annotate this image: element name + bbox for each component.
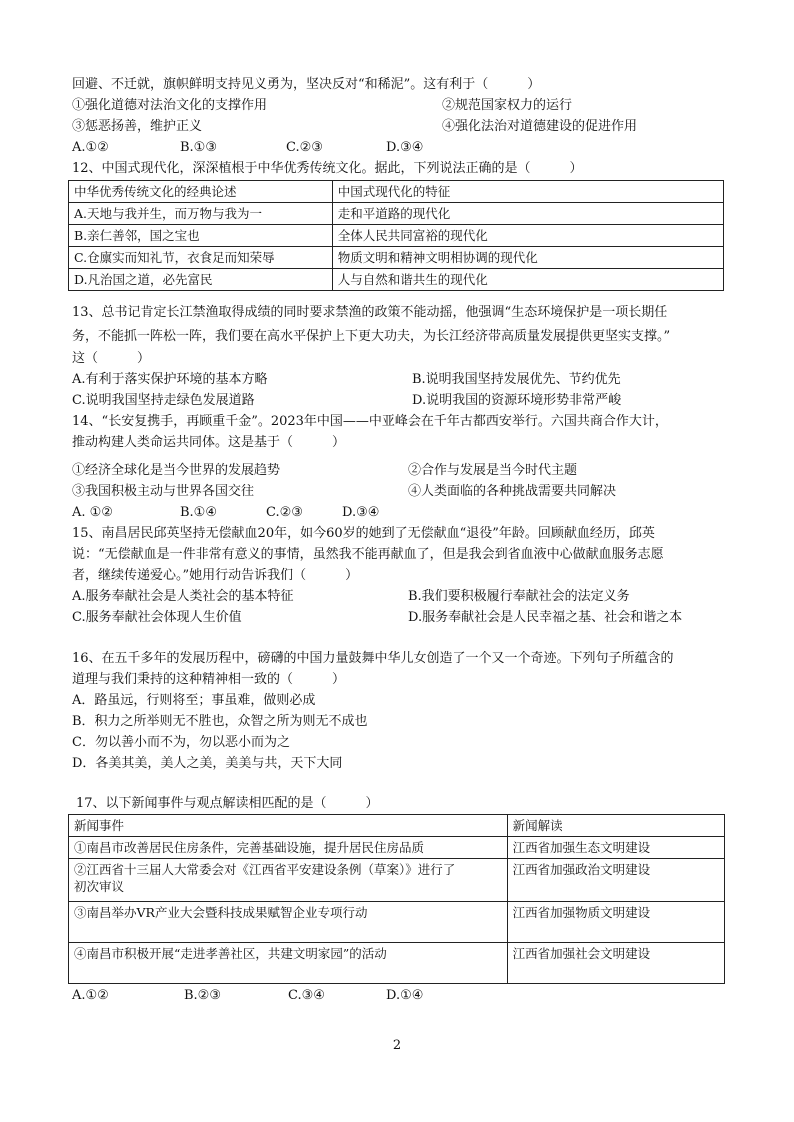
q14-statement-4: ④人类面临的各种挑战需要共同解决 xyxy=(408,484,617,499)
q14-statement-1: ①经济全球化是当今世界的发展趋势 xyxy=(72,463,281,478)
q14-statement-2: ②合作与发展是当今时代主题 xyxy=(408,463,578,478)
q14-option-c: C.②③ xyxy=(266,505,303,520)
q15-option-d: D.服务奉献社会是人民幸福之基、社会和谐之本 xyxy=(408,610,683,625)
table-cell: 江西省加强政治文明建设 xyxy=(507,859,724,902)
page-number: 2 xyxy=(392,1038,402,1053)
q16-stem-line-1: 16、在五千多年的发展历程中，磅礴的中国力量鼓舞中华儿女创造了一个又一个奇迹。下列句子所蕴含的 xyxy=(72,651,674,666)
q14-option-b: B.①④ xyxy=(180,505,217,520)
q11-statement-2: ②规范国家权力的运行 xyxy=(442,98,573,113)
q17-stem: 17、以下新闻事件与观点解读相匹配的是（ ） xyxy=(76,796,379,811)
q13-option-d: D.说明我国的资源环境形势非常严峻 xyxy=(412,393,622,408)
q17-option-a: A.①② xyxy=(72,988,109,1003)
q15-stem-line-3: 者，继续传递爱心。”她用行动告诉我们（ ） xyxy=(72,568,359,583)
table-cell: C.仓廪实而知礼节，衣食足而知荣辱 xyxy=(69,247,333,269)
q16-option-a: A．路虽远，行则将至；事虽难，做则必成 xyxy=(72,693,316,708)
table-cell: 中国式现代化的特征 xyxy=(332,181,723,203)
table-cell: 人与自然和谐共生的现代化 xyxy=(332,269,723,291)
q16-stem-line-2: 道理与我们秉持的这种精神相一致的（ ） xyxy=(72,672,346,687)
table-cell: 物质文明和精神文明相协调的现代化 xyxy=(332,247,723,269)
table-cell: 江西省加强生态文明建设 xyxy=(507,837,724,859)
q17-option-d: D.①④ xyxy=(386,988,424,1003)
table-cell: 江西省加强社会文明建设 xyxy=(507,943,724,984)
q17-option-b: B.②③ xyxy=(184,988,221,1003)
q15-option-a: A.服务奉献社会是人类社会的基本特征 xyxy=(72,589,294,604)
q11-statement-3: ③惩恶扬善，维护正义 xyxy=(72,119,203,134)
q13-stem-line-2: 务，不能抓一阵松一阵，我们要在高水平保护上下更大功夫，为长江经济带高质量发展提供更坚实支撑。” xyxy=(72,329,671,344)
table-cell: B.亲仁善邻，国之宝也 xyxy=(69,225,333,247)
q15-option-b: B.我们要积极履行奉献社会的法定义务 xyxy=(408,589,630,604)
q11-option-a: A.①② xyxy=(72,140,109,155)
table-cell: ③南昌举办VR产业大会暨科技成果赋智企业专项行动 xyxy=(69,902,508,943)
table-cell: A.天地与我并生，而万物与我为一 xyxy=(69,203,333,225)
table-cell: 新闻事件 xyxy=(69,815,508,837)
q14-stem-line-2: 推动构建人类命运共同体。这是基于（ ） xyxy=(72,435,346,450)
q11-statement-1: ①强化道德对法治文化的支撑作用 xyxy=(72,98,268,113)
table-cell: ④南昌市积极开展“走进孝善社区，共建文明家园”的活动 xyxy=(69,943,508,984)
table-row xyxy=(69,225,724,247)
q15-stem-line-1: 15、南昌居民邱英坚持无偿献血20年，如今60岁的她到了无偿献血“退役”年龄。回顾献血经历，邱英 xyxy=(72,526,655,541)
table-row xyxy=(69,269,724,291)
q14-stem-line-1: 14、“长安复携手，再顾重千金”。2023年中国——中亚峰会在千年古都西安举行。六国共商合作大计， xyxy=(72,414,668,429)
table-row xyxy=(69,859,725,902)
table-cell: 走和平道路的现代化 xyxy=(332,203,723,225)
q17-option-c: C.③④ xyxy=(288,988,325,1003)
table-cell: ①南昌市改善居民住房条件，完善基础设施，提升居民住房品质 xyxy=(69,837,508,859)
q16-option-d: D．各美其美，美人之美，美美与共，天下大同 xyxy=(72,756,343,771)
q12-table xyxy=(68,180,724,291)
q11-option-d: D.③④ xyxy=(386,140,424,155)
table-header-row xyxy=(69,815,725,837)
table-cell xyxy=(69,859,508,902)
table-row xyxy=(69,837,725,859)
q11-option-c: C.②③ xyxy=(286,140,323,155)
q17-row2-line-1: ②江西省十三届人大常委会对《江西省平安建设条例（草案）》进行了 xyxy=(74,862,456,877)
q11-option-b: B.①③ xyxy=(180,140,217,155)
q11-statement-4: ④强化法治对道德建设的促进作用 xyxy=(442,119,638,134)
q16-option-c: C．勿以善小而不为，勿以恶小而为之 xyxy=(72,735,290,750)
q14-statement-3: ③我国积极主动与世界各国交往 xyxy=(72,484,255,499)
table-row xyxy=(69,943,725,984)
table-cell: 江西省加强物质文明建设 xyxy=(507,902,724,943)
table-cell: 新闻解读 xyxy=(507,815,724,837)
table-cell: 全体人民共同富裕的现代化 xyxy=(332,225,723,247)
q11-stem-continuation: 回避、不迁就，旗帜鲜明支持见义勇为，坚决反对“和稀泥”。这有利于（ ） xyxy=(72,77,541,92)
q17-table xyxy=(68,814,725,984)
q13-stem-line-3: 这（ ） xyxy=(72,351,151,366)
table-row xyxy=(69,203,724,225)
table-cell: 中华优秀传统文化的经典论述 xyxy=(69,181,333,203)
table-row xyxy=(69,902,725,943)
q13-stem-line-1: 13、总书记肯定长江禁渔取得成绩的同时要求禁渔的政策不能动摇，他强调“生态环境保护是一项长期任 xyxy=(72,305,668,320)
q13-option-b: B.说明我国坚持发展优先、节约优先 xyxy=(412,372,621,387)
q17-row2-line-2: 初次审议 xyxy=(74,879,125,894)
table-cell: D.凡治国之道，必先富民 xyxy=(69,269,333,291)
q14-option-d: D.③④ xyxy=(342,505,380,520)
q14-option-a: A. ①② xyxy=(72,505,113,520)
q13-option-a: A.有利于落实保护环境的基本方略 xyxy=(72,372,268,387)
table-header-row xyxy=(69,181,724,203)
q12-stem: 12、中国式现代化，深深植根于中华优秀传统文化。据此，下列说法正确的是（ ） xyxy=(72,161,583,176)
q15-stem-line-2: 说：“无偿献血是一件非常有意义的事情，虽然我不能再献血了，但是我会到省血液中心做献血服务志愿 xyxy=(72,547,664,562)
q16-option-b: B．积力之所举则无不胜也，众智之所为则无不成也 xyxy=(72,714,368,729)
table-row xyxy=(69,247,724,269)
q13-option-c: C.说明我国坚持走绿色发展道路 xyxy=(72,393,255,408)
q15-option-c: C.服务奉献社会体现人生价值 xyxy=(72,610,242,625)
